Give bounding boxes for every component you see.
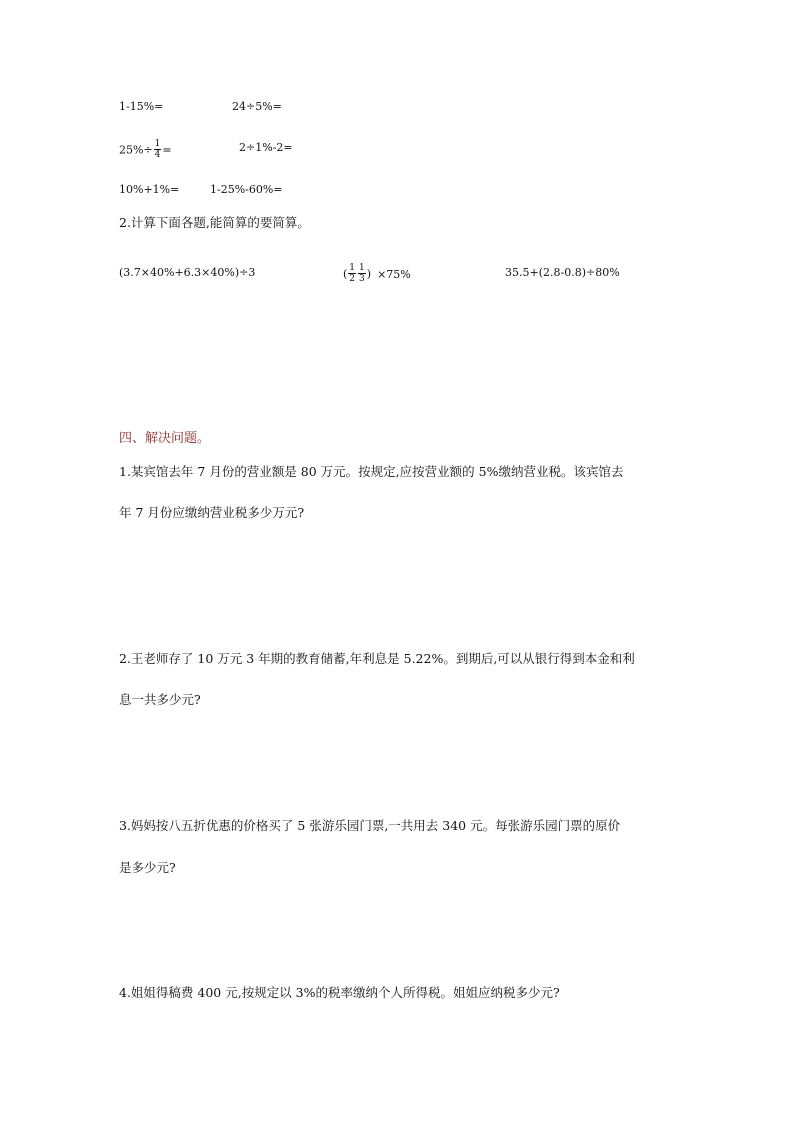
oral-calc-3a: 10%+1%=	[119, 183, 180, 196]
problem-2-line-1: 2.王老师存了 10 万元 3 年期的教育储蓄,年利息是 5.22%。到期后,可以从银行得到本金和利	[119, 651, 635, 666]
fraction-numerator: 1	[349, 263, 356, 273]
section-title-solve: 四、解决问题。	[119, 431, 211, 446]
fraction-one-half	[348, 263, 356, 284]
problem-3-line-1: 3.妈妈按八五折优惠的价格买了 5 张游乐园门票,一共用去 340 元。每张游乐园门票的原价	[119, 818, 621, 833]
oral-calc-1a: 1-15%=	[119, 100, 164, 113]
calc-expr-1: (3.7×40%+6.3×40%)÷3	[119, 266, 256, 279]
oral-calc-2b: 2÷1%-2=	[239, 141, 293, 154]
paren-open: (	[343, 267, 348, 281]
problem-3-line-2: 是多少元?	[119, 860, 176, 875]
oral-calc-1b: 24÷5%=	[232, 100, 282, 113]
oral-calc-2a	[119, 140, 172, 161]
oral-calc-2a-prefix: 25%÷	[119, 143, 153, 157]
paren-close: )	[366, 267, 372, 281]
fraction-one-quarter	[154, 139, 162, 160]
expr-2-tail: ×75%	[377, 267, 411, 281]
calc-heading: 2.计算下面各题,能简算的要简算。	[119, 215, 310, 230]
fraction-denominator: 4	[154, 150, 161, 160]
fraction-denominator: 3	[359, 274, 365, 284]
fraction-one-third	[358, 263, 366, 284]
problem-4-line-1: 4.姐姐得稿费 400 元,按规定以 3%的税率缴纳个人所得税。姐姐应纳税多少元?	[119, 985, 560, 1000]
problem-1-line-1: 1.某宾馆去年 7 月份的营业额是 80 万元。按规定,应按营业额的 5%缴纳营业税。该宾馆去	[119, 464, 624, 479]
calc-expr-3: 35.5+(2.8-0.8)÷80%	[505, 266, 620, 279]
oral-calc-2a-suffix: =	[162, 143, 172, 157]
calc-expr-2	[343, 264, 411, 285]
fraction-denominator: 2	[349, 274, 356, 284]
fraction-numerator: 1	[359, 263, 365, 273]
problem-1-line-2: 年 7 月份应缴纳营业税多少万元?	[119, 505, 305, 520]
problem-2-line-2: 息一共多少元?	[119, 692, 201, 707]
oral-calc-3b: 1-25%-60%=	[210, 183, 283, 196]
fraction-numerator: 1	[154, 139, 161, 149]
